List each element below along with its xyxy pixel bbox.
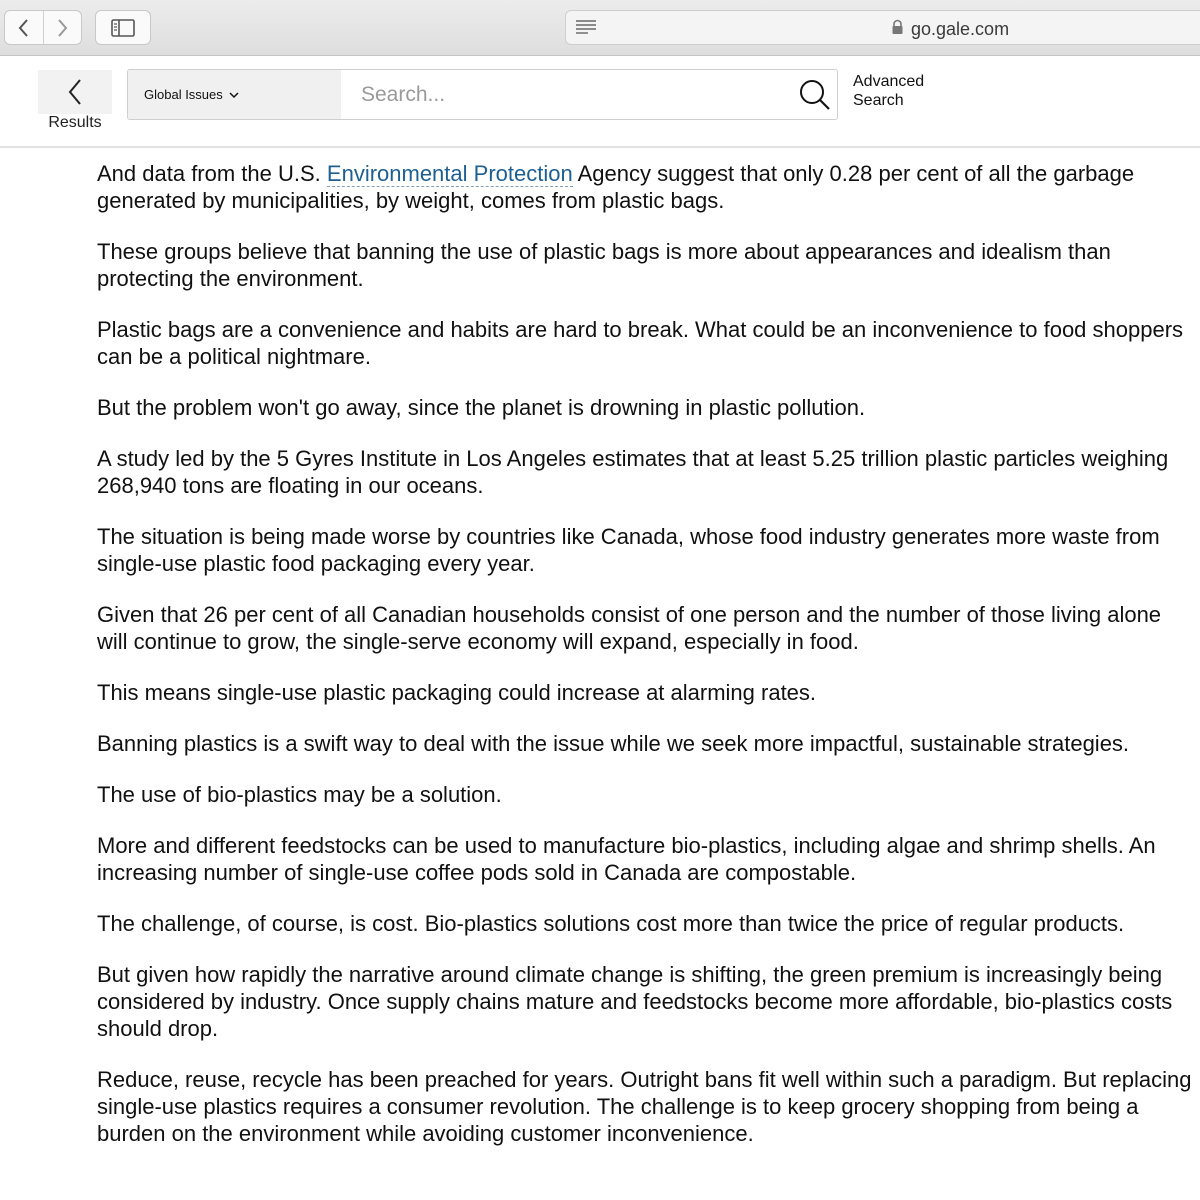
article-paragraph: The situation is being made worse by countries like Canada, whose food industry generates more waste from single-use plastic food packaging every year.	[97, 524, 1160, 576]
search-scope-label: Global Issues	[144, 87, 223, 102]
url-text: go.gale.com	[911, 19, 1010, 39]
article-paragraph: These groups believe that banning the use of plastic bags is more about appearances and idealism than protecting the environment.	[97, 239, 1111, 291]
search-scope-dropdown[interactable]	[128, 70, 341, 119]
article-paragraph: But the problem won't go away, since the planet is drowning in plastic pollution.	[97, 395, 866, 420]
chevron-right-icon	[55, 18, 69, 38]
search-box	[127, 69, 838, 120]
address-bar[interactable]	[565, 10, 1200, 45]
chevron-left-icon	[17, 18, 31, 38]
history-navigation	[4, 10, 82, 45]
article-paragraph: Reduce, reuse, recycle has been preached for years. Outright bans fit well within such a paradigm. But replacing single-use plastics requires a consumer revolution. The challenge is to keep grocery shopping from being a burden on the environment while avoiding customer inconvenience.	[97, 1067, 1192, 1146]
article-paragraph: The use of bio-plastics may be a solution.	[97, 782, 502, 807]
article-paragraph: A study led by the 5 Gyres Institute in Los Angeles estimates that at least 5.25 trillion plastic particles weighing 268,940 tons are floating in our oceans.	[97, 446, 1169, 498]
search-input[interactable]	[349, 70, 779, 119]
article-paragraph: Plastic bags are a convenience and habits are hard to break. What could be an inconvenience to food shoppers can be a political nightmare.	[97, 317, 1184, 369]
chevron-down-icon	[229, 87, 239, 102]
back-to-results-button[interactable]	[38, 70, 112, 114]
article-paragraph: More and different feedstocks can be used to manufacture bio-plastics, including algae and shrimp shells. An increasing number of single-use coffee pods sold in Canada are compostable.	[97, 833, 1156, 885]
sidebar-icon	[111, 19, 135, 37]
term-link[interactable]: Environmental Protection	[326, 161, 573, 186]
advanced-search-link[interactable]: Advanced Search	[853, 73, 925, 109]
reader-icon[interactable]	[574, 18, 598, 43]
lock-icon	[891, 19, 904, 40]
article-paragraph: But given how rapidly the narrative around climate change is shifting, the green premium is increasingly being considered by industry. Once supply chains mature and feedstocks become more affordable, bio-plastics costs should drop.	[97, 962, 1173, 1041]
article-paragraph: And data from the U.S. Environmental Protection Agency suggest that only 0.28 per cent of all the garbage generated by municipalities, by weight, comes from plastic bags.	[97, 161, 1135, 213]
browser-forward-button[interactable]	[43, 11, 82, 44]
article-body	[97, 160, 1197, 1171]
article-paragraph: This means single-use plastic packaging could increase at alarming rates.	[97, 680, 817, 705]
article-paragraph: Given that 26 per cent of all Canadian households consist of one person and the number of those living alone will continue to grow, the single-serve economy will expand, especially in food.	[97, 602, 1162, 654]
url-display[interactable]	[891, 19, 1009, 40]
site-header	[0, 56, 1200, 148]
article-paragraph: The challenge, of course, is cost. Bio-plastics solutions cost more than twice the price of regular products.	[97, 911, 1125, 936]
sidebar-toggle-button[interactable]	[95, 10, 151, 45]
browser-toolbar	[0, 0, 1200, 56]
browser-back-button[interactable]	[5, 11, 43, 44]
back-to-results-label[interactable]: Results	[48, 114, 102, 131]
search-icon[interactable]	[798, 78, 832, 117]
chevron-left-icon	[66, 77, 84, 107]
article-paragraph: Banning plastics is a swift way to deal with the issue while we seek more impactful, sustainable strategies.	[97, 731, 1130, 756]
